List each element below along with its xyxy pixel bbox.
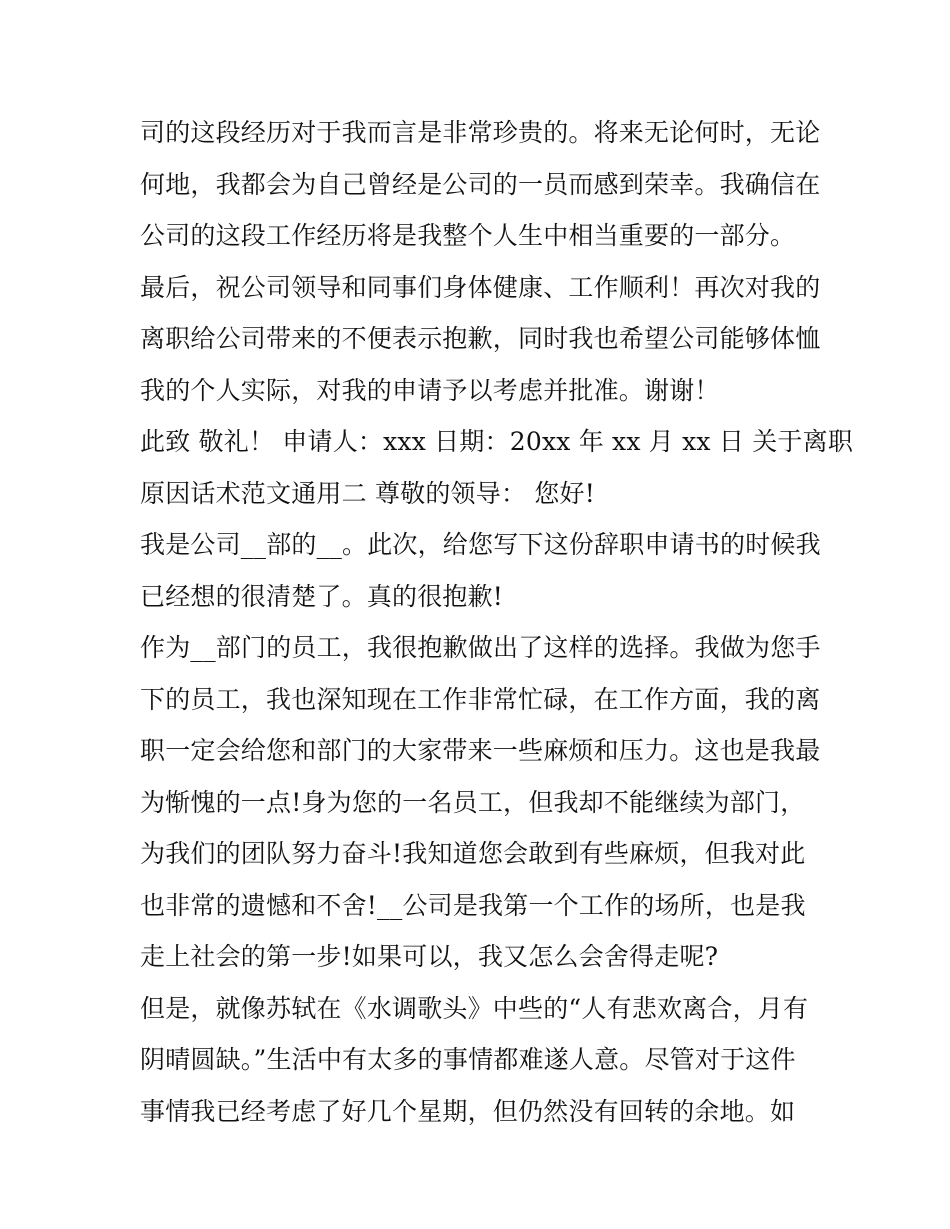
text-line: 我的个人实际，对我的申请予以考虑并批准。谢谢！: [140, 375, 720, 405]
text-line: 为惭愧的一点!身为您的一名员工，但我却不能继续为部门，: [140, 787, 806, 817]
text-line: 阴晴圆缺。”生活中有太多的事情都难遂人意。尽管对于这件: [140, 1045, 796, 1074]
text-line: 作为__部门的员工，我很抱歉做出了这样的选择。我做为您手: [140, 633, 821, 662]
text-line: 事情我已经考虑了好几个星期，但仍然没有回转的余地。如: [140, 1096, 796, 1126]
text-line: 此致 敬礼！ 申请人：xxx 日期：20xx 年 xx 月 xx 日 关于离职: [140, 427, 854, 456]
text-line: 走上社会的第一步!如果可以，我又怎么会舍得走呢?: [140, 942, 719, 971]
text-line: 已经想的很清楚了。真的很抱歉!: [140, 581, 504, 611]
text-line: 原因话术范文通用二 尊敬的领导： 您好!: [140, 478, 595, 508]
text-line: 司的这段经历对于我而言是非常珍贵的。将来无论何时，无论: [140, 118, 821, 147]
text-line: 下的员工，我也深知现在工作非常忙碌，在工作方面，我的离: [140, 684, 821, 714]
text-line: 为我们的团队努力奋斗!我知道您会敢到有些麻烦，但我对此: [140, 839, 806, 868]
document-body: [140, 107, 854, 1137]
text-line: 离职给公司带来的不便表示抱歉，同时我也希望公司能够体恤: [140, 324, 821, 353]
text-line: 最后，祝公司领导和同事们身体健康、工作顺利！再次对我的: [140, 272, 821, 302]
text-line: 公司的这段工作经历将是我整个人生中相当重要的一部分。: [140, 221, 796, 250]
text-line: 何地，我都会为自己曾经是公司的一员而感到荣幸。我确信在: [140, 169, 821, 199]
text-line: 也非常的遗憾和不舍!__公司是我第一个工作的场所，也是我: [140, 890, 806, 920]
text-line: 我是公司__部的__。此次，给您写下这份辞职申请书的时候我: [140, 530, 821, 559]
text-line: 但是，就像苏轼在《水调歌头》中些的“人有悲欢离合，月有: [140, 993, 809, 1023]
text-line: 职一定会给您和部门的大家带来一些麻烦和压力。这也是我最: [140, 736, 821, 765]
